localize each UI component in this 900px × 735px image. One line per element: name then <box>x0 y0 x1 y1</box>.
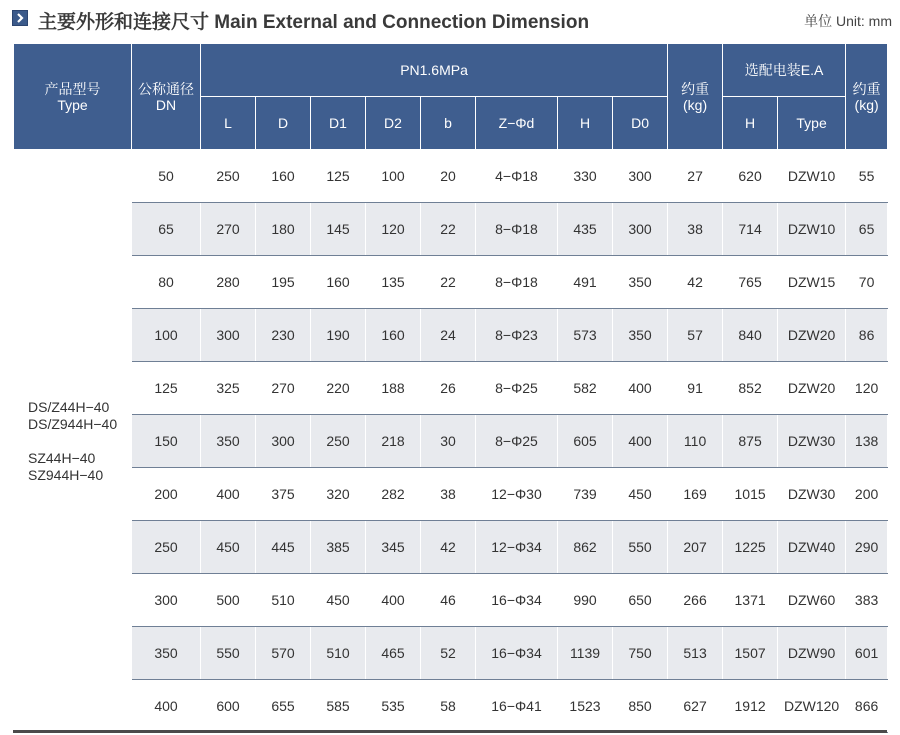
cell-weight-2: 601 <box>846 627 888 680</box>
type-model: DS/Z944H−40 <box>28 415 118 432</box>
cell-d2: 282 <box>366 468 421 521</box>
cell-d: 445 <box>256 521 311 574</box>
cell-l: 350 <box>201 415 256 468</box>
table-bottom-rule <box>13 730 887 733</box>
cell-d1: 160 <box>311 256 366 309</box>
cell-b: 24 <box>421 309 476 362</box>
header-d0: D0 <box>613 97 668 150</box>
cell-z-phi-d: 12−Φ34 <box>476 521 558 574</box>
cell-l: 500 <box>201 574 256 627</box>
cell-weight: 110 <box>668 415 723 468</box>
cell-dn: 400 <box>132 680 201 733</box>
type-cell <box>14 150 132 733</box>
cell-dn: 80 <box>132 256 201 309</box>
cell-ea-type: DZW40 <box>778 521 846 574</box>
cell-ea-h: 765 <box>723 256 778 309</box>
cell-l: 280 <box>201 256 256 309</box>
cell-dn: 125 <box>132 362 201 415</box>
cell-weight-2: 290 <box>846 521 888 574</box>
chevron-right-icon <box>12 10 28 26</box>
cell-d: 655 <box>256 680 311 733</box>
cell-h: 573 <box>558 309 613 362</box>
header-l: L <box>201 97 256 150</box>
header-ea-h: H <box>723 97 778 150</box>
cell-weight-2: 120 <box>846 362 888 415</box>
cell-d2: 188 <box>366 362 421 415</box>
cell-weight: 42 <box>668 256 723 309</box>
cell-weight-2: 55 <box>846 150 888 203</box>
cell-dn: 100 <box>132 309 201 362</box>
page-header <box>12 6 892 34</box>
cell-l: 450 <box>201 521 256 574</box>
table-row <box>14 468 888 521</box>
cell-weight: 57 <box>668 309 723 362</box>
cell-ea-type: DZW30 <box>778 415 846 468</box>
cell-b: 52 <box>421 627 476 680</box>
header-b: b <box>421 97 476 150</box>
cell-weight-2: 65 <box>846 203 888 256</box>
cell-h: 990 <box>558 574 613 627</box>
cell-d0: 450 <box>613 468 668 521</box>
cell-weight: 627 <box>668 680 723 733</box>
header-ea-group: 选配电装E.A <box>723 44 846 97</box>
cell-d1: 510 <box>311 627 366 680</box>
cell-ea-type: DZW10 <box>778 150 846 203</box>
cell-d2: 120 <box>366 203 421 256</box>
cell-h: 435 <box>558 203 613 256</box>
cell-ea-h: 620 <box>723 150 778 203</box>
cell-ea-h: 1507 <box>723 627 778 680</box>
cell-l: 250 <box>201 150 256 203</box>
cell-z-phi-d: 4−Φ18 <box>476 150 558 203</box>
header-dn: 公称通径 DN <box>132 44 201 150</box>
cell-weight: 91 <box>668 362 723 415</box>
cell-h: 491 <box>558 256 613 309</box>
cell-ea-h: 1912 <box>723 680 778 733</box>
cell-z-phi-d: 8−Φ23 <box>476 309 558 362</box>
cell-weight: 513 <box>668 627 723 680</box>
cell-d: 180 <box>256 203 311 256</box>
cell-d0: 550 <box>613 521 668 574</box>
table-row <box>14 627 888 680</box>
page-title: 主要外形和连接尺寸 Main External and Connection Dimension <box>38 12 590 33</box>
cell-z-phi-d: 16−Φ34 <box>476 574 558 627</box>
header-d: D <box>256 97 311 150</box>
cell-weight: 27 <box>668 150 723 203</box>
cell-ea-type: DZW20 <box>778 362 846 415</box>
cell-d1: 190 <box>311 309 366 362</box>
cell-d1: 320 <box>311 468 366 521</box>
cell-ea-h: 1015 <box>723 468 778 521</box>
cell-weight-2: 86 <box>846 309 888 362</box>
cell-weight-2: 383 <box>846 574 888 627</box>
cell-ea-type: DZW30 <box>778 468 846 521</box>
cell-d2: 160 <box>366 309 421 362</box>
header-pn-group: PN1.6MPa <box>201 44 668 97</box>
cell-z-phi-d: 8−Φ25 <box>476 415 558 468</box>
cell-ea-type: DZW10 <box>778 203 846 256</box>
cell-b: 46 <box>421 574 476 627</box>
cell-ea-h: 852 <box>723 362 778 415</box>
cell-dn: 50 <box>132 150 201 203</box>
cell-dn: 65 <box>132 203 201 256</box>
header-weight-2: 约重 (kg) <box>846 44 888 150</box>
cell-d0: 650 <box>613 574 668 627</box>
table-row <box>14 256 888 309</box>
table-row <box>14 309 888 362</box>
header-z-phi-d: Z−Φd <box>476 97 558 150</box>
cell-d1: 585 <box>311 680 366 733</box>
cell-d2: 465 <box>366 627 421 680</box>
cell-d0: 400 <box>613 415 668 468</box>
cell-d: 270 <box>256 362 311 415</box>
cell-d: 375 <box>256 468 311 521</box>
cell-weight: 169 <box>668 468 723 521</box>
table-row <box>14 574 888 627</box>
header-weight: 约重 (kg) <box>668 44 723 150</box>
cell-d1: 145 <box>311 203 366 256</box>
cell-b: 30 <box>421 415 476 468</box>
cell-b: 22 <box>421 256 476 309</box>
cell-d2: 100 <box>366 150 421 203</box>
cell-d: 230 <box>256 309 311 362</box>
cell-dn: 150 <box>132 415 201 468</box>
type-model: SZ44H−40 <box>28 449 96 466</box>
cell-b: 58 <box>421 680 476 733</box>
cell-weight: 207 <box>668 521 723 574</box>
cell-ea-type: DZW20 <box>778 309 846 362</box>
cell-d: 570 <box>256 627 311 680</box>
cell-h: 1523 <box>558 680 613 733</box>
cell-weight-2: 70 <box>846 256 888 309</box>
cell-b: 20 <box>421 150 476 203</box>
cell-ea-type: DZW60 <box>778 574 846 627</box>
cell-weight: 266 <box>668 574 723 627</box>
table-row <box>14 203 888 256</box>
cell-b: 22 <box>421 203 476 256</box>
cell-d1: 125 <box>311 150 366 203</box>
cell-d1: 450 <box>311 574 366 627</box>
cell-l: 300 <box>201 309 256 362</box>
cell-z-phi-d: 16−Φ41 <box>476 680 558 733</box>
cell-dn: 300 <box>132 574 201 627</box>
cell-ea-h: 714 <box>723 203 778 256</box>
cell-dn: 350 <box>132 627 201 680</box>
cell-ea-h: 1225 <box>723 521 778 574</box>
header-h: H <box>558 97 613 150</box>
cell-weight-2: 866 <box>846 680 888 733</box>
cell-d2: 135 <box>366 256 421 309</box>
cell-d0: 350 <box>613 256 668 309</box>
header-d1: D1 <box>311 97 366 150</box>
cell-ea-type: DZW90 <box>778 627 846 680</box>
cell-d: 300 <box>256 415 311 468</box>
cell-weight: 38 <box>668 203 723 256</box>
cell-d0: 400 <box>613 362 668 415</box>
cell-h: 582 <box>558 362 613 415</box>
cell-ea-type: DZW15 <box>778 256 846 309</box>
cell-d2: 400 <box>366 574 421 627</box>
cell-d0: 350 <box>613 309 668 362</box>
cell-d2: 218 <box>366 415 421 468</box>
cell-d2: 345 <box>366 521 421 574</box>
cell-d0: 300 <box>613 203 668 256</box>
cell-h: 1139 <box>558 627 613 680</box>
cell-weight-2: 200 <box>846 468 888 521</box>
cell-d1: 250 <box>311 415 366 468</box>
cell-h: 605 <box>558 415 613 468</box>
cell-d: 510 <box>256 574 311 627</box>
cell-d0: 750 <box>613 627 668 680</box>
cell-d1: 385 <box>311 521 366 574</box>
cell-d: 160 <box>256 150 311 203</box>
cell-z-phi-d: 8−Φ18 <box>476 256 558 309</box>
cell-z-phi-d: 16−Φ34 <box>476 627 558 680</box>
cell-ea-h: 840 <box>723 309 778 362</box>
table-row <box>14 680 888 733</box>
cell-b: 26 <box>421 362 476 415</box>
cell-z-phi-d: 8−Φ18 <box>476 203 558 256</box>
cell-b: 42 <box>421 521 476 574</box>
cell-ea-type: DZW120 <box>778 680 846 733</box>
table-row <box>14 415 888 468</box>
cell-h: 739 <box>558 468 613 521</box>
header-ea-type: Type <box>778 97 846 150</box>
cell-h: 330 <box>558 150 613 203</box>
table-row <box>14 362 888 415</box>
cell-l: 270 <box>201 203 256 256</box>
type-model: DS/Z44H−40 <box>28 398 110 415</box>
cell-l: 325 <box>201 362 256 415</box>
cell-dn: 200 <box>132 468 201 521</box>
header-d2: D2 <box>366 97 421 150</box>
cell-b: 38 <box>421 468 476 521</box>
type-model: SZ944H−40 <box>28 466 104 483</box>
cell-d2: 535 <box>366 680 421 733</box>
cell-weight-2: 138 <box>846 415 888 468</box>
cell-l: 400 <box>201 468 256 521</box>
unit-label: 单位 Unit: mm <box>804 13 892 29</box>
cell-l: 550 <box>201 627 256 680</box>
cell-z-phi-d: 8−Φ25 <box>476 362 558 415</box>
table-row <box>14 150 888 203</box>
dimension-table <box>13 43 888 733</box>
cell-dn: 250 <box>132 521 201 574</box>
cell-d: 195 <box>256 256 311 309</box>
header-type: 产品型号 Type <box>14 44 132 150</box>
cell-d0: 300 <box>613 150 668 203</box>
cell-ea-h: 875 <box>723 415 778 468</box>
table-row <box>14 521 888 574</box>
cell-h: 862 <box>558 521 613 574</box>
cell-l: 600 <box>201 680 256 733</box>
cell-z-phi-d: 12−Φ30 <box>476 468 558 521</box>
cell-d0: 850 <box>613 680 668 733</box>
cell-d1: 220 <box>311 362 366 415</box>
cell-ea-h: 1371 <box>723 574 778 627</box>
